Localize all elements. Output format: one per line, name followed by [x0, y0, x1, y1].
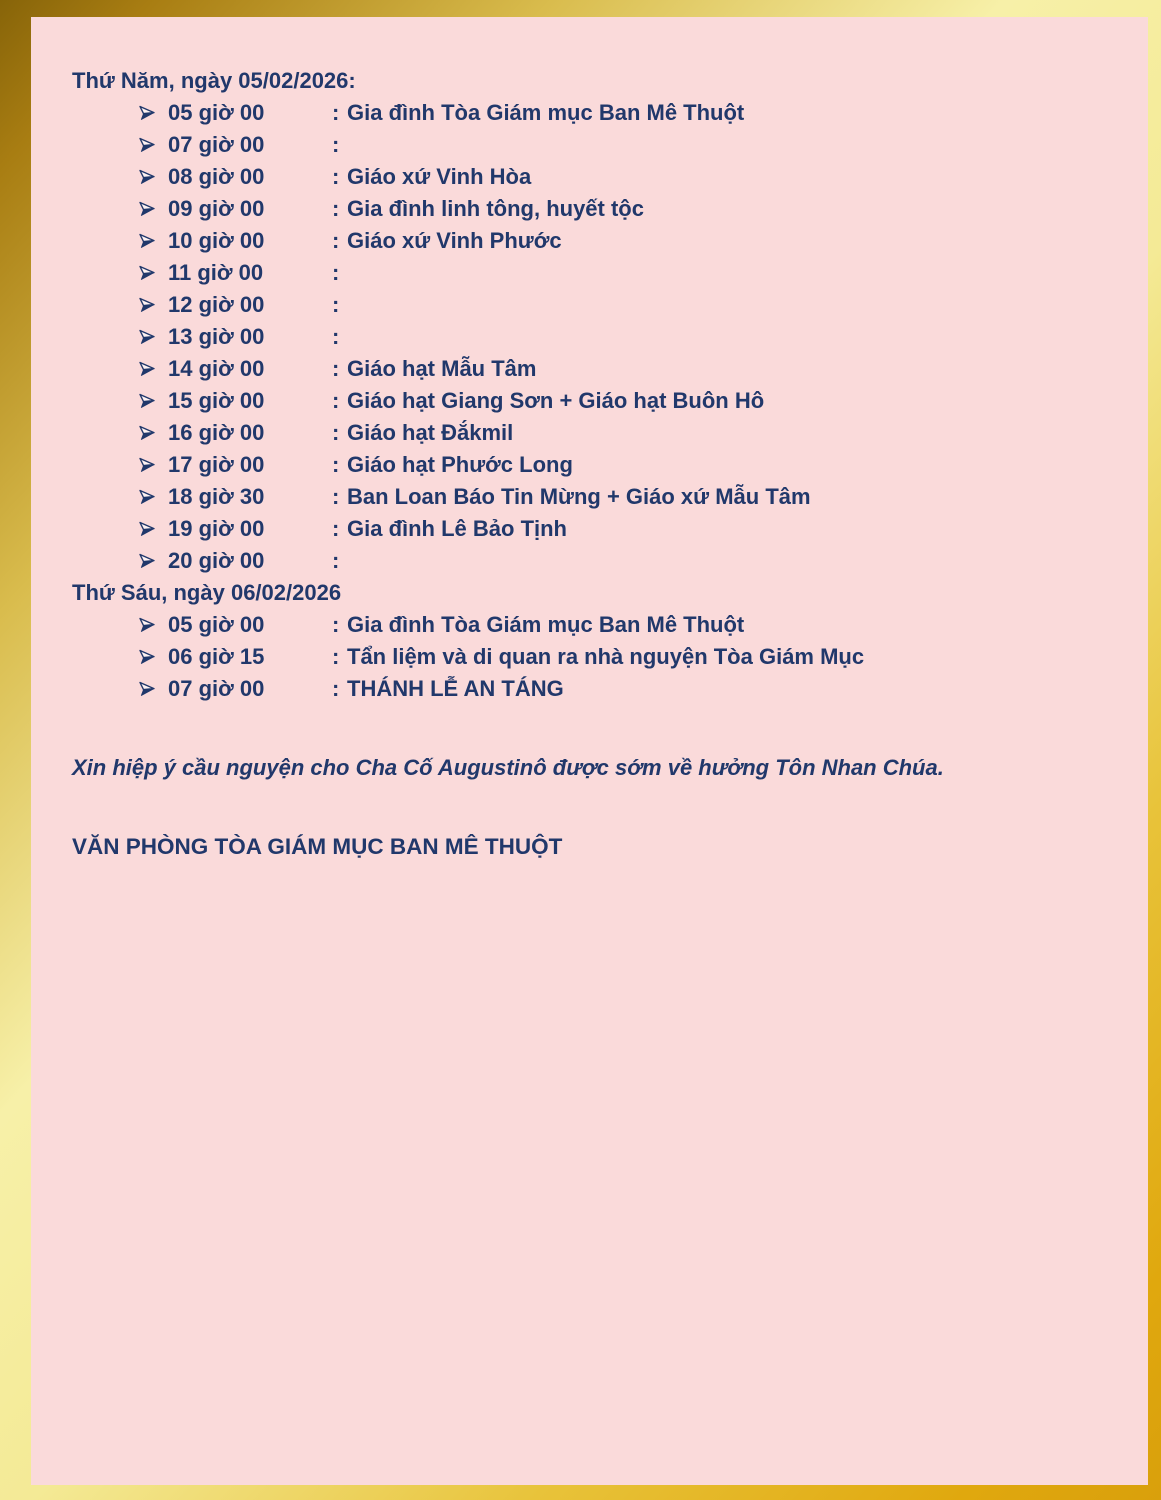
colon-separator: :: [332, 452, 340, 477]
arrowhead-right-icon: [137, 423, 168, 443]
schedule-time: 05 giờ 00: [168, 100, 265, 125]
schedule-desc: Tẩn liệm và di quan ra nhà nguyện Tòa Giám Mục: [347, 644, 865, 669]
arrowhead-right-icon: [137, 231, 168, 251]
arrowhead-right-icon: [137, 519, 168, 539]
schedule-time: 09 giờ 00: [168, 196, 265, 221]
prayer-note: Xin hiệp ý cầu nguyện cho Cha Cố Augustinô được sớm về hưởng Tôn Nhan Chúa.: [72, 755, 944, 780]
colon-separator: :: [332, 676, 340, 701]
arrowhead-right-icon: [137, 647, 168, 667]
schedule-row: [72, 289, 1148, 321]
colon-separator: :: [332, 516, 340, 541]
arrowhead-right-icon: [137, 455, 168, 475]
schedule-desc: Giáo hạt Mẫu Tâm: [347, 356, 537, 381]
schedule-row: [72, 513, 1148, 545]
schedule-time: 11 giờ 00: [168, 260, 264, 285]
arrowhead-right-icon: [137, 199, 168, 219]
schedule-time: 15 giờ 00: [168, 388, 265, 413]
schedule-time: 13 giờ 00: [168, 324, 265, 349]
day-header: Thứ Sáu, ngày 06/02/2026: [72, 580, 342, 605]
schedule-row: [72, 673, 1148, 705]
schedule-row: [72, 353, 1148, 385]
schedule-row: [72, 545, 1148, 577]
arrowhead-right-icon: [137, 551, 168, 571]
arrowhead-right-icon: [137, 295, 168, 315]
arrowhead-right-icon: [137, 679, 168, 699]
colon-separator: :: [332, 324, 340, 349]
schedule-time: 05 giờ 00: [168, 612, 265, 637]
arrowhead-right-icon: [137, 167, 168, 187]
schedule-row: [72, 449, 1148, 481]
schedule-time: 07 giờ 00: [168, 676, 265, 701]
arrowhead-right-icon: [137, 487, 168, 507]
colon-separator: :: [332, 612, 340, 637]
schedule-row: [72, 321, 1148, 353]
schedule-time: 19 giờ 00: [168, 516, 265, 541]
arrowhead-right-icon: [137, 615, 168, 635]
schedule-row: [72, 481, 1148, 513]
schedule-desc: Giáo xứ Vinh Hòa: [347, 164, 532, 189]
schedule-list: [72, 65, 1148, 705]
schedule-desc: Gia đình Tòa Giám mục Ban Mê Thuột: [347, 612, 745, 637]
schedule-desc: Ban Loan Báo Tin Mừng + Giáo xứ Mẫu Tâm: [347, 484, 811, 509]
colon-separator: :: [332, 132, 340, 157]
schedule-time: 08 giờ 00: [168, 164, 265, 189]
schedule-row: [72, 193, 1148, 225]
arrowhead-right-icon: [137, 135, 168, 155]
schedule-row: [72, 609, 1148, 641]
colon-separator: :: [332, 100, 340, 125]
schedule-time: 14 giờ 00: [168, 356, 265, 381]
colon-separator: :: [332, 388, 340, 413]
arrowhead-right-icon: [137, 327, 168, 347]
colon-separator: :: [332, 196, 340, 221]
schedule-desc: Gia đình linh tông, huyết tộc: [347, 196, 644, 221]
schedule-desc: Gia đình Lê Bảo Tịnh: [347, 516, 567, 541]
schedule-row: [72, 641, 1148, 673]
colon-separator: :: [332, 260, 340, 285]
colon-separator: :: [332, 484, 340, 509]
signature-line: VĂN PHÒNG TÒA GIÁM MỤC BAN MÊ THUỘT: [72, 834, 563, 859]
schedule-desc: Giáo hạt Giang Sơn + Giáo hạt Buôn Hô: [347, 388, 765, 413]
schedule-row: [72, 257, 1148, 289]
schedule-desc: Giáo hạt Đắkmil: [347, 420, 514, 445]
schedule-row: [72, 97, 1148, 129]
notice-page: [31, 17, 1148, 1485]
schedule-desc: Giáo hạt Phước Long: [347, 452, 573, 477]
schedule-desc: THÁNH LỄ AN TÁNG: [347, 676, 564, 701]
colon-separator: :: [332, 228, 340, 253]
schedule-time: 12 giờ 00: [168, 292, 265, 317]
colon-separator: :: [332, 548, 340, 573]
schedule-time: 20 giờ 00: [168, 548, 265, 573]
colon-separator: :: [332, 164, 340, 189]
schedule-row: [72, 161, 1148, 193]
schedule-row: [72, 225, 1148, 257]
schedule-row: [72, 385, 1148, 417]
colon-separator: :: [332, 356, 340, 381]
arrowhead-right-icon: [137, 391, 168, 411]
arrowhead-right-icon: [137, 263, 168, 283]
schedule-time: 06 giờ 15: [168, 644, 265, 669]
colon-separator: :: [332, 292, 340, 317]
colon-separator: :: [332, 420, 340, 445]
schedule-time: 10 giờ 00: [168, 228, 265, 253]
schedule-time: 07 giờ 00: [168, 132, 265, 157]
schedule-time: 17 giờ 00: [168, 452, 265, 477]
arrowhead-right-icon: [137, 103, 168, 123]
notice-content: [31, 17, 1148, 863]
day-header: Thứ Năm, ngày 05/02/2026:: [72, 68, 356, 93]
schedule-row: [72, 129, 1148, 161]
schedule-time: 18 giờ 30: [168, 484, 265, 509]
colon-separator: :: [332, 644, 340, 669]
schedule-desc: Giáo xứ Vinh Phước: [347, 228, 562, 253]
schedule-time: 16 giờ 00: [168, 420, 265, 445]
schedule-row: [72, 417, 1148, 449]
arrowhead-right-icon: [137, 359, 168, 379]
schedule-desc: Gia đình Tòa Giám mục Ban Mê Thuột: [347, 100, 745, 125]
